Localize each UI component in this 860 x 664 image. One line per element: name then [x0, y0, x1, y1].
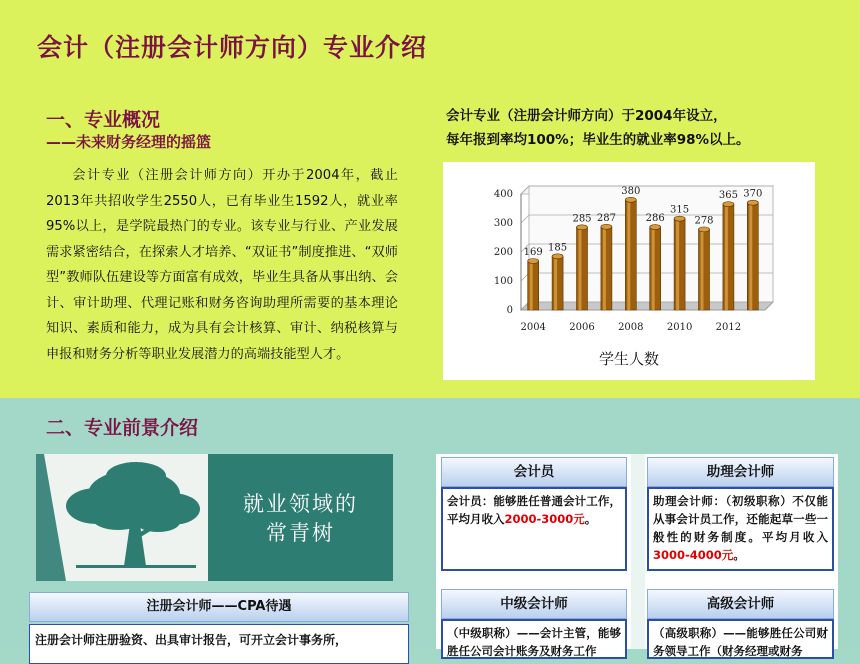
chart-y-tick: 400	[493, 189, 513, 200]
tree-caption-panel	[208, 454, 393, 581]
chart-data-label: 285	[572, 213, 592, 225]
card-accountant-text: 会计员：能够胜任普通会计工作，平均月收入	[447, 494, 621, 526]
section1-body: 会计专业（注册会计师方向）开办于2004年，截止2013年共招收学生2550人，已有毕业生1592人，就业率95%以上，是学院最热门的专业。该专业与行业、产业发展需求紧密结合，在探索人才培养、“双证书”制度推进、“双师型”教师队伍建设等方面富有成效，毕业生具备从事出纳、会计、审计助理、代理记账和财务咨询助理所需要的基本理论知识、素质和能力，成为具有会计核算、审计、纳税核算与申报和财务分析等职业发展潜力的高端技能型人才。	[46, 168, 398, 362]
card-assistant-end: 。	[733, 548, 745, 562]
card-intermediate-body: （中级职称）——会计主管，能够胜任公司会计账务及财务工作	[441, 619, 627, 659]
chart-bar-highlight	[725, 204, 728, 310]
card-cpa-body: 注册会计师注册验资、出具审计报告，可开立会计事务所，	[29, 624, 409, 664]
card-cpa-title: 注册会计师——CPA待遇	[29, 592, 409, 622]
card-assistant-title: 助理会计师	[647, 457, 834, 487]
chart-bar-cap	[577, 225, 588, 230]
chart-bar	[674, 219, 685, 310]
card-assistant-body	[647, 487, 834, 571]
chart-bar	[747, 203, 758, 310]
chart-bar	[577, 227, 588, 310]
chart-y-tick: 200	[493, 247, 513, 258]
chart-bar-highlight	[579, 227, 582, 310]
chart-y-tick: 100	[493, 276, 513, 287]
chart-bar-highlight	[676, 219, 679, 310]
card-accountant-body	[441, 487, 627, 571]
chart-bar-cap	[747, 200, 758, 205]
chart-bar-cap	[552, 254, 563, 259]
chart-bar-highlight	[749, 203, 752, 310]
chart-bar	[723, 204, 734, 310]
chart-data-label: 370	[743, 188, 763, 200]
chart-bar-highlight	[701, 229, 704, 310]
chart-bar-highlight	[603, 227, 606, 310]
side-note	[446, 104, 750, 152]
chart-bar	[699, 229, 710, 310]
chart-bar-cap	[601, 224, 612, 229]
chart-xlabel: 学生人数	[598, 350, 659, 368]
tree-caption-line1: 就业领域的	[243, 492, 358, 516]
chart-bar-highlight	[530, 261, 533, 310]
chart-x-tick: 2006	[569, 322, 595, 333]
card-accountant-title: 会计员	[441, 457, 627, 487]
chart-data-label: 365	[718, 190, 738, 202]
card-senior-title: 高级会计师	[647, 589, 834, 619]
chart-data-label: 315	[670, 204, 690, 216]
chart-data-label: 286	[645, 213, 665, 225]
chart-data-label: 380	[621, 185, 641, 197]
student-chart	[443, 162, 815, 380]
page-title: 会计（注册会计师方向）专业介绍	[37, 33, 428, 62]
section2-heading: 二、专业前景介绍	[46, 417, 199, 439]
side-note-line2: 每年报到率均100%；毕业生的就业率98%以上。	[446, 132, 750, 148]
section1-subheading: ——未来财务经理的摇篮	[46, 133, 212, 151]
card-intermediate-title: 中级会计师	[441, 589, 627, 619]
chart-bar-highlight	[652, 227, 655, 310]
chart-data-label: 287	[596, 212, 616, 224]
chart-bar	[601, 227, 612, 310]
chart-data-label: 278	[694, 215, 714, 227]
chart-gridline-depth	[521, 215, 529, 223]
chart-x-tick: 2010	[666, 322, 693, 333]
chart-bar-highlight	[554, 256, 557, 310]
tree-caption	[208, 490, 393, 548]
chart-bar-cap	[650, 225, 661, 230]
section1-heading: 一、专业概况	[46, 109, 161, 131]
card-assistant-text: 助理会计师：（初级职称）不仅能从事会计员工作，还能起草一些一般性的财务制度。平均月收入	[653, 494, 828, 544]
chart-bar-cap	[625, 197, 636, 202]
chart-bar-cap	[674, 216, 685, 221]
chart-bar	[552, 256, 563, 310]
chart-bar-highlight	[627, 200, 630, 310]
chart-y-tick: 300	[493, 218, 513, 229]
chart-y-tick: 0	[506, 305, 513, 316]
tree-caption-line2: 常青树	[266, 521, 335, 545]
card-accountant-salary: 2000-3000元	[504, 512, 585, 526]
chart-bar-cap	[699, 227, 710, 232]
card-assistant-salary: 3000-4000元	[653, 548, 734, 562]
chart-bar-cap	[528, 258, 539, 263]
chart-bar	[650, 227, 661, 310]
chart-data-label: 185	[548, 242, 568, 254]
side-note-line1: 会计专业（注册会计师方向）于2004年设立，	[446, 108, 727, 124]
chart-x-tick: 2004	[520, 322, 546, 333]
chart-x-tick: 2012	[715, 322, 742, 333]
card-accountant-end: 。	[584, 512, 597, 526]
tree-banner	[36, 454, 393, 581]
chart-x-tick: 2008	[618, 322, 644, 333]
chart-bar-cap	[723, 202, 734, 207]
chart-data-label: 169	[523, 246, 543, 258]
tree-icon	[36, 454, 208, 581]
chart-bar	[625, 200, 636, 310]
cards-gutter	[631, 454, 645, 649]
chart-bar	[528, 261, 539, 310]
card-senior-body: （高级职称）——能够胜任公司财务领导工作（财务经理或财务	[647, 619, 834, 659]
